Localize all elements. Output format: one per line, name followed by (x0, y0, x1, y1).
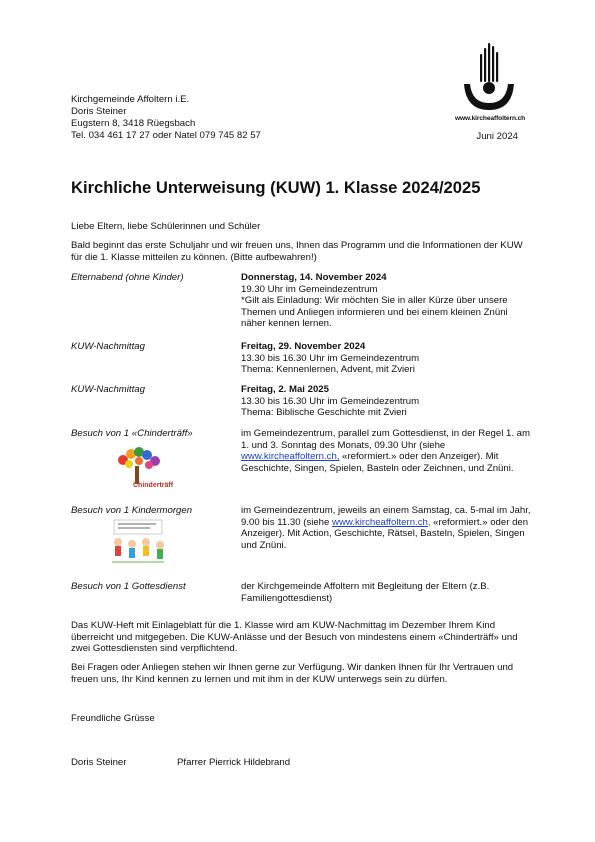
event-label: Elternabend (ohne Kinder) (71, 272, 184, 283)
event-line: 13.30 bis 16.30 Uhr im Gemeindezentrum (241, 395, 420, 407)
logo-url: www.kircheaffoltern.ch (455, 115, 526, 122)
event-details: der Kirchgemeinde Affoltern mit Begleitung der Eltern (z.B. Familiengottesdienst) (241, 581, 490, 604)
event-details (241, 272, 531, 330)
event-label: Besuch von 1 «Chinderträff» (71, 428, 193, 439)
sender-line: Kirchgemeinde Affoltern i.E. (71, 94, 190, 105)
event-label: Besuch von 1 Kindermorgen (71, 505, 193, 516)
event-text: «reformiert.» oder den Anzeiger). Mit Action, Geschichte, Rätsel, Basteln, Spielen, Singen und Znüni. (241, 516, 529, 551)
thanks-paragraph: Bei Fragen oder Anliegen stehen wir Ihnen gerne zur Verfügung. Wir danken Ihnen für Ihr Vertrauen und freuen uns, Ihr Kind kennen zu lernen und mit ihm in der KUW unterwegs sein zu dürfen. (71, 662, 514, 685)
event-details (241, 505, 531, 551)
event-line: Thema: Biblische Geschichte mit Zvieri (241, 407, 407, 419)
church-logo (458, 40, 518, 120)
sender-address (71, 94, 261, 142)
website-link[interactable]: www.kircheaffoltern.ch, (241, 451, 340, 463)
event-label: KUW-Nachmittag (71, 384, 145, 395)
event-details (241, 428, 531, 474)
sender-line: Doris Steiner (71, 106, 127, 117)
signature-name: Doris Steiner (71, 757, 127, 768)
event-text: im Gemeindezentrum, jeweils an einem Samstag, ca. 5-mal im Jahr, 9.00 bis 11.30 (siehe (241, 505, 531, 528)
event-text: im Gemeindezentrum, parallel zum Gottesdienst, in der Regel 1. am 1. und 3. Sonntag des Monats, 09.30 Uhr (siehe (241, 428, 531, 451)
greeting: Liebe Eltern, liebe Schülerinnen und Schüler (71, 221, 261, 232)
event-date: Freitag, 29. November 2024 (241, 341, 366, 352)
event-line: 19.30 Uhr im Gemeindezentrum (241, 283, 378, 295)
chindertraeff-tree-image (103, 446, 175, 490)
website-link[interactable]: www.kircheaffoltern.ch, (332, 516, 431, 528)
event-details (241, 341, 531, 376)
kindermorgen-children-image (108, 518, 168, 568)
intro-paragraph: Bald beginnt das erste Schuljahr und wir freuen uns, Ihnen das Programm und die Informationen der KUW für die 1. Klasse mitteilen zu können. (Bitte aufbewahren!) (71, 240, 523, 263)
booklet-paragraph: Das KUW-Heft mit Einlageblatt für die 1. Klasse wird am KUW-Nachmittag im Dezember Ihrem Kind überreicht und mitgegeben. Die KUW-Anlässe und der Besuch von mindestens einem «Chinderträff» und zwei Gottesdiensten sind verpflichtend. (71, 620, 518, 655)
document-title: Kirchliche Unterweisung (KUW) 1. Klasse 2024/2025 (71, 178, 481, 197)
event-details (241, 384, 531, 419)
letter-date: Juni 2024 (476, 131, 518, 142)
sender-line: Eugstern 8, 3418 Rüegsbach (71, 118, 196, 129)
signature-name: Pfarrer Pierrick Hildebrand (177, 757, 291, 768)
event-line: *Gilt als Einladung: Wir möchten Sie in aller Kürze über unsere Themen und Anliegen informieren und bei einem kleinen Znüni näher kennen lernen. (241, 295, 508, 330)
chindertraeff-caption: Chinderträff (133, 482, 174, 489)
event-label: KUW-Nachmittag (71, 341, 145, 352)
event-line: 13.30 bis 16.30 Uhr im Gemeindezentrum (241, 352, 420, 364)
closing: Freundliche Grüsse (71, 713, 155, 724)
sender-line: Tel. 034 461 17 27 oder Natel 079 745 82 57 (71, 130, 261, 141)
event-date: Freitag, 2. Mai 2025 (241, 384, 329, 395)
event-text: «reformiert.» oder den Anzeiger). Mit Geschichte, Singen, Spielen, Basteln oder Zeichnen, und Znüni. (241, 451, 514, 474)
event-line: Thema: Kennenlernen, Advent, mit Zvieri (241, 364, 415, 376)
event-date: Donnerstag, 14. November 2024 (241, 272, 387, 283)
event-label: Besuch von 1 Gottesdienst (71, 581, 186, 592)
